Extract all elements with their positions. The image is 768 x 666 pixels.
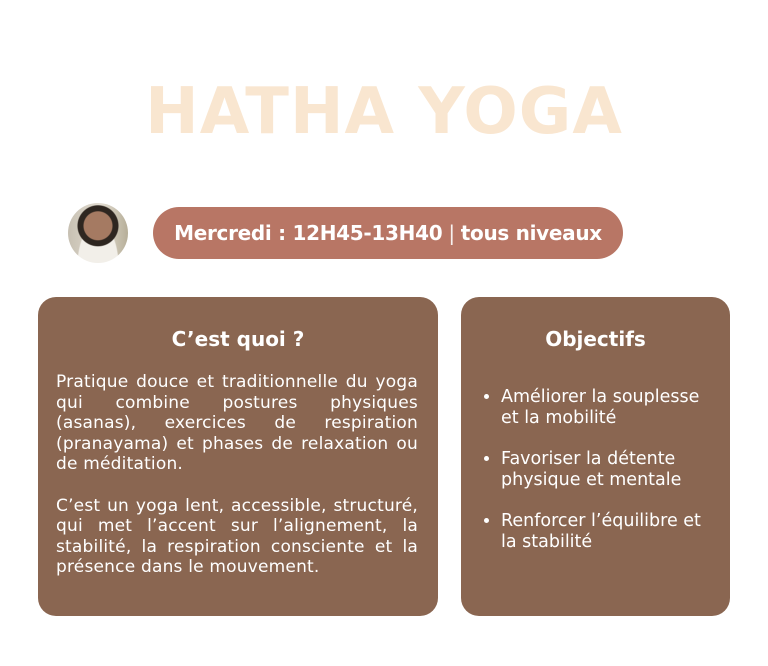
description-paragraph: C’est un yoga lent, accessible, structuré, qui met l’accent sur l’alignement, la stabilité, la respiration consciente et la présence dans le mouvement. (56, 495, 418, 577)
objective-item: • Améliorer la souplesse et la mobilité (501, 387, 718, 428)
objectives-list (483, 387, 718, 573)
objective-item: • Renforcer l’équilibre et la stabilité (501, 511, 718, 552)
what-is-it-card (38, 297, 438, 616)
schedule-separator: | (448, 221, 455, 245)
what-is-it-heading: C’est quoi ? (171, 327, 305, 351)
objective-item: • Favoriser la détente physique et mentale (501, 449, 718, 490)
description-paragraph: Pratique douce et traditionnelle du yoga qui combine postures physiques (asanas), exercices de respiration (pranayama) et phases de relaxation ou de méditation. (56, 372, 418, 474)
page-title: HATHA YOGA (145, 75, 623, 149)
schedule-day-time: Mercredi : 12H45-13H40 (174, 221, 443, 245)
objectives-card (461, 297, 730, 616)
objectives-heading: Objectifs (545, 327, 646, 351)
schedule-level: tous niveaux (460, 221, 602, 245)
schedule-badge (153, 207, 623, 259)
instructor-avatar (68, 203, 128, 263)
